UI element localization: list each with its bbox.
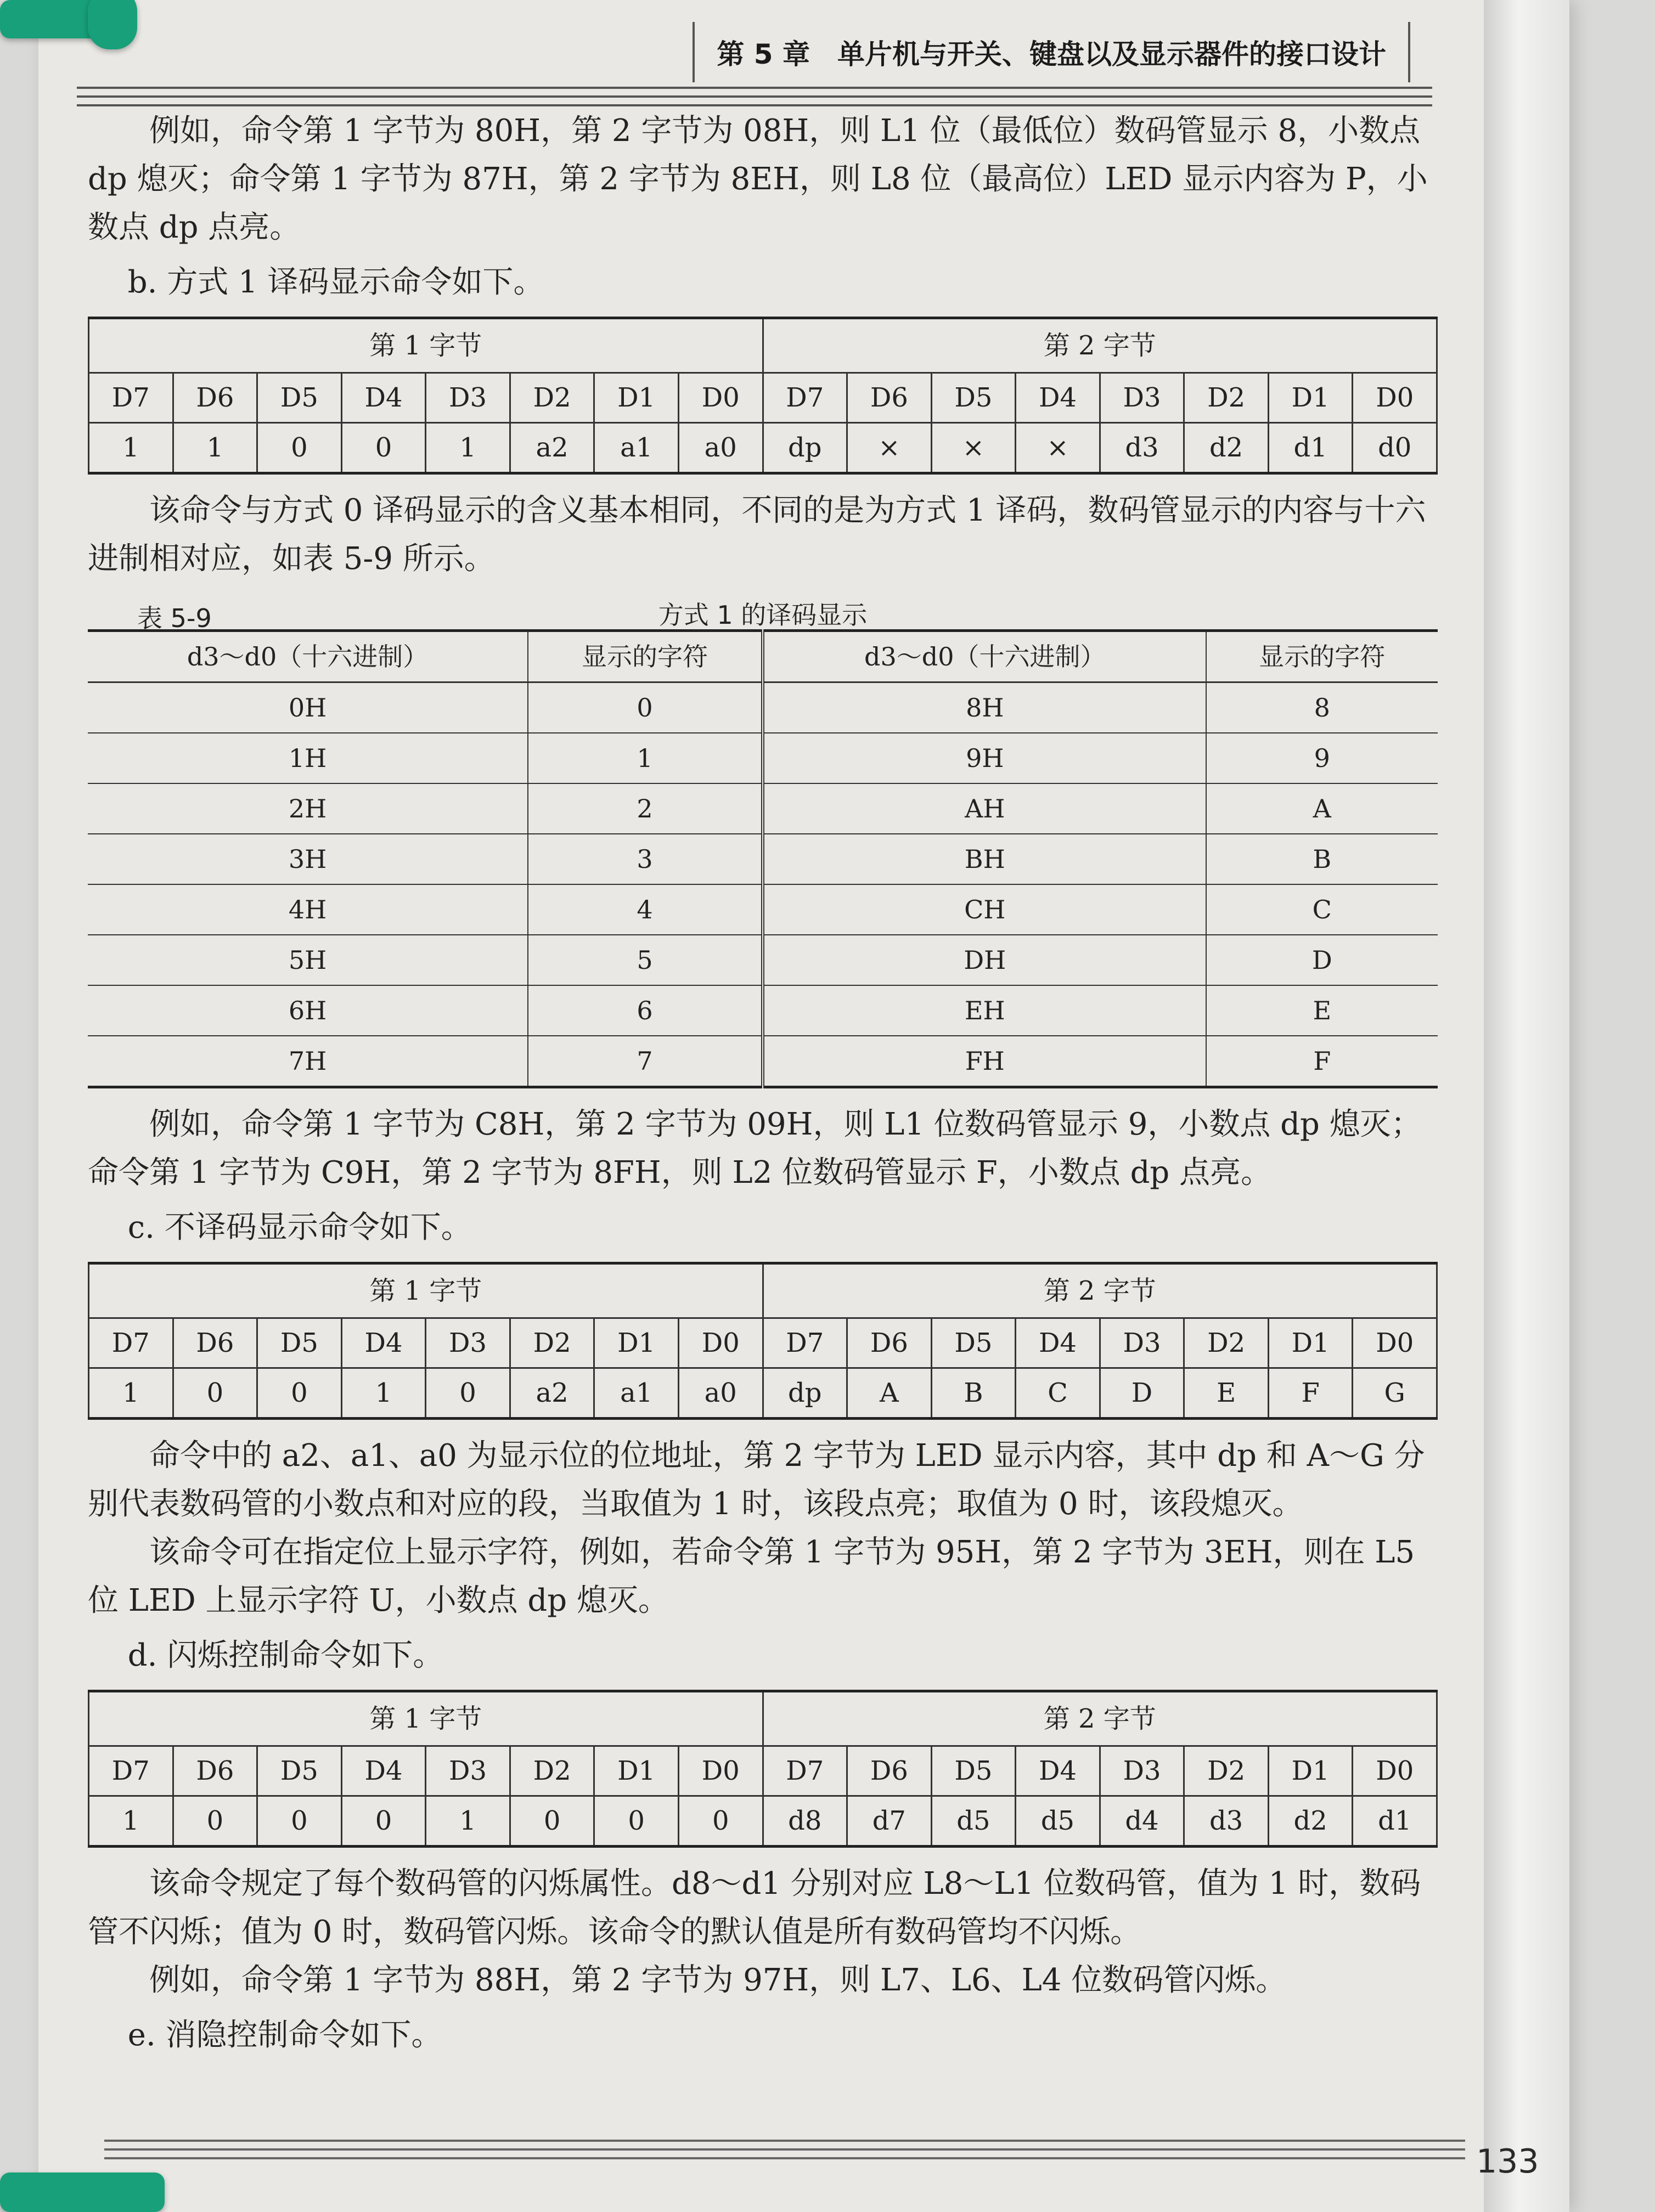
bit-name-cell: D5 — [257, 1318, 342, 1368]
bit-value-cell: 1 — [89, 1796, 173, 1847]
char-cell: 9 — [1206, 733, 1438, 783]
bit-name-cell: D0 — [678, 1746, 763, 1796]
hex-cell: 4H — [88, 884, 528, 935]
table-row — [88, 682, 1438, 733]
bit-name-cell: D2 — [510, 1318, 594, 1368]
header-rule-2 — [77, 95, 1432, 98]
char-cell: 2 — [528, 783, 763, 834]
bit-names-row — [89, 1318, 1437, 1368]
bit-name-cell: D1 — [594, 1318, 679, 1368]
bit-value-cell: d7 — [847, 1796, 932, 1847]
bit-name-cell: D0 — [678, 1318, 763, 1368]
bit-value-cell: a2 — [510, 1368, 594, 1419]
bit-values-row — [89, 423, 1437, 473]
byte1-header: 第 1 字节 — [89, 1691, 763, 1746]
bit-name-cell: D3 — [426, 373, 510, 423]
hex-cell: CH — [763, 884, 1206, 935]
bit-name-cell: D6 — [173, 1746, 257, 1796]
bit-value-cell: a1 — [594, 423, 679, 473]
bit-name-cell: D7 — [763, 373, 847, 423]
paragraph-example-3: 该命令可在指定位上显示字符，例如，若命令第 1 字节为 95H，第 2 字节为 3EH，则在 L5 位 LED 上显示字符 U，小数点 dp 熄灭。 — [88, 1534, 1415, 1618]
bit-value-cell: 0 — [257, 1368, 342, 1419]
bit-name-cell: D1 — [594, 373, 679, 423]
bit-name-cell: D4 — [1016, 373, 1100, 423]
bit-name-cell: D0 — [678, 373, 763, 423]
col-header-char-1: 显示的字符 — [528, 631, 763, 682]
bit-name-cell: D4 — [341, 1318, 426, 1368]
char-cell: 8 — [1206, 682, 1438, 733]
table-row — [88, 985, 1438, 1036]
book-page — [38, 0, 1569, 2212]
hex-cell: 3H — [88, 834, 528, 884]
byte2-header: 第 2 字节 — [763, 1263, 1437, 1318]
bit-name-cell: D7 — [763, 1318, 847, 1368]
hex-cell: AH — [763, 783, 1206, 834]
bit-name-cell: D2 — [510, 1746, 594, 1796]
bit-value-cell: 0 — [510, 1796, 594, 1847]
bit-name-cell: D7 — [89, 1746, 173, 1796]
item-e: e. 消隐控制命令如下。 — [127, 2017, 442, 2053]
paragraph-blink-desc: 该命令规定了每个数码管的闪烁属性。d8～d1 分别对应 L8～L1 位数码管，值为 1 时，数码管不闪烁；值为 0 时，数码管闪烁。该命令的默认值是所有数码管均不闪烁。 — [88, 1866, 1421, 1950]
bit-name-cell: D3 — [426, 1318, 510, 1368]
footer-rule-3 — [104, 2157, 1465, 2159]
bit-value-cell: 1 — [426, 1796, 510, 1847]
char-cell: 1 — [528, 733, 763, 783]
char-cell: 6 — [528, 985, 763, 1036]
char-cell: D — [1206, 935, 1438, 985]
bit-value-cell: d2 — [1268, 1796, 1353, 1847]
bit-value-cell: d2 — [1184, 423, 1269, 473]
bit-value-cell: dp — [763, 1368, 847, 1419]
byte2-header: 第 2 字节 — [763, 318, 1437, 373]
bit-name-cell: D5 — [931, 1746, 1016, 1796]
bit-name-cell: D2 — [1184, 1318, 1269, 1368]
bit-value-cell: 0 — [594, 1796, 679, 1847]
bit-name-cell: D6 — [173, 1318, 257, 1368]
table-row — [88, 733, 1438, 783]
bit-name-cell: D5 — [257, 1746, 342, 1796]
item-c: c. 不译码显示命令如下。 — [127, 1210, 472, 1245]
bit-name-cell: D5 — [931, 373, 1016, 423]
char-cell: A — [1206, 783, 1438, 834]
paragraph-nodecode-desc: 命令中的 a2、a1、a0 为显示位的位地址，第 2 字节为 LED 显示内容，其中 dp 和 A～G 分别代表数码管的小数点和对应的段，当取值为 1 时，该段点亮；取值为 0 时，该段熄灭。 — [88, 1438, 1425, 1522]
bit-value-cell: A — [847, 1368, 932, 1419]
bit-name-cell: D6 — [173, 373, 257, 423]
header-rule-1 — [77, 87, 1432, 89]
hex-cell: 5H — [88, 935, 528, 985]
bit-value-cell: d1 — [1353, 1796, 1437, 1847]
bit-value-cell: d8 — [763, 1796, 847, 1847]
table-5-9-caption — [88, 589, 1438, 633]
bit-value-cell: × — [847, 423, 932, 473]
bit-value-cell: a0 — [678, 1368, 763, 1419]
table-row — [88, 1036, 1438, 1087]
col-header-hex-1: d3～d0（十六进制） — [88, 631, 528, 682]
bit-name-cell: D0 — [1353, 1746, 1437, 1796]
bit-names-row — [89, 373, 1437, 423]
bit-name-cell: D6 — [847, 1746, 932, 1796]
bit-name-cell: D2 — [1184, 373, 1269, 423]
bit-name-cell: D3 — [1100, 1318, 1184, 1368]
bit-values-row — [89, 1368, 1437, 1419]
bit-value-cell: E — [1184, 1368, 1269, 1419]
hex-cell: DH — [763, 935, 1206, 985]
hex-cell: 8H — [763, 682, 1206, 733]
col-header-hex-2: d3～d0（十六进制） — [763, 631, 1206, 682]
bit-value-cell: × — [931, 423, 1016, 473]
hex-cell: BH — [763, 834, 1206, 884]
bit-value-cell: 0 — [341, 1796, 426, 1847]
bit-value-cell: d3 — [1100, 423, 1184, 473]
command-table-mode1 — [88, 317, 1438, 475]
byte2-header: 第 2 字节 — [763, 1691, 1437, 1746]
hex-cell: 9H — [763, 733, 1206, 783]
command-table-blink — [88, 1690, 1438, 1848]
bit-name-cell: D2 — [510, 373, 594, 423]
footer-rule-2 — [104, 2148, 1465, 2151]
binder-clip-top-knob — [88, 0, 137, 49]
col-header-char-2: 显示的字符 — [1206, 631, 1438, 682]
bit-value-cell: 1 — [89, 423, 173, 473]
bit-name-cell: D6 — [847, 373, 932, 423]
char-cell: 0 — [528, 682, 763, 733]
char-cell: 7 — [528, 1036, 763, 1087]
bit-name-cell: D4 — [1016, 1746, 1100, 1796]
page-number: 133 — [1476, 2142, 1539, 2181]
bit-value-cell: 1 — [173, 423, 257, 473]
hex-cell: 1H — [88, 733, 528, 783]
char-cell: E — [1206, 985, 1438, 1036]
bit-name-cell: D0 — [1353, 373, 1437, 423]
paragraph-mode1-desc: 该命令与方式 0 译码显示的含义基本相同，不同的是为方式 1 译码，数码管显示的内容与十六进制相对应，如表 5-9 所示。 — [88, 493, 1426, 577]
page-edge — [1484, 0, 1569, 2212]
char-cell: C — [1206, 884, 1438, 935]
bit-value-cell: B — [931, 1368, 1016, 1419]
running-header — [77, 22, 1432, 110]
bit-value-cell: 1 — [426, 423, 510, 473]
bit-value-cell: d0 — [1353, 423, 1437, 473]
bit-value-cell: d3 — [1184, 1796, 1269, 1847]
bit-name-cell: D3 — [426, 1746, 510, 1796]
bit-name-cell: D1 — [1268, 1746, 1353, 1796]
chapter-title: 第 5 章 单片机与开关、键盘以及显示器件的接口设计 — [693, 22, 1410, 82]
bit-name-cell: D1 — [1268, 373, 1353, 423]
bit-name-cell: D0 — [1353, 1318, 1437, 1368]
bit-value-cell: a1 — [594, 1368, 679, 1419]
char-cell: B — [1206, 834, 1438, 884]
table-title: 方式 1 的译码显示 — [658, 600, 868, 630]
hex-cell: 6H — [88, 985, 528, 1036]
bit-value-cell: d4 — [1100, 1796, 1184, 1847]
item-d: d. 闪烁控制命令如下。 — [127, 1638, 444, 1673]
table-row — [88, 783, 1438, 834]
bit-names-row — [89, 1746, 1437, 1796]
table-5-9 — [88, 629, 1438, 1088]
hex-cell: 0H — [88, 682, 528, 733]
bit-name-cell: D3 — [1100, 1746, 1184, 1796]
char-cell: 4 — [528, 884, 763, 935]
char-cell: F — [1206, 1036, 1438, 1087]
bit-name-cell: D1 — [1268, 1318, 1353, 1368]
bit-value-cell: 0 — [257, 1796, 342, 1847]
hex-cell: 7H — [88, 1036, 528, 1087]
bit-value-cell: 1 — [89, 1368, 173, 1419]
bit-name-cell: D5 — [257, 373, 342, 423]
bit-name-cell: D4 — [341, 373, 426, 423]
paragraph-example-2: 例如，命令第 1 字节为 C8H，第 2 字节为 09H，则 L1 位数码管显示 9，小数点 dp 熄灭；命令第 1 字节为 C9H，第 2 字节为 8FH，则 L2 位数码管显示 F，小数点 dp 点亮。 — [88, 1107, 1422, 1190]
bit-name-cell: D3 — [1100, 373, 1184, 423]
hex-cell: FH — [763, 1036, 1206, 1087]
item-b: b. 方式 1 译码显示命令如下。 — [127, 264, 544, 300]
char-cell: 3 — [528, 834, 763, 884]
bit-value-cell: 0 — [678, 1796, 763, 1847]
table-number: 表 5-9 — [137, 603, 212, 633]
bit-value-cell: 0 — [426, 1368, 510, 1419]
bit-value-cell: 1 — [341, 1368, 426, 1419]
page-body — [88, 107, 1438, 2059]
bit-value-cell: 0 — [341, 423, 426, 473]
bit-value-cell: d1 — [1268, 423, 1353, 473]
hex-cell: EH — [763, 985, 1206, 1036]
table-row — [88, 834, 1438, 884]
footer-rule-1 — [104, 2140, 1465, 2142]
bit-value-cell: d5 — [1016, 1796, 1100, 1847]
bit-value-cell: a0 — [678, 423, 763, 473]
bit-value-cell: 0 — [173, 1796, 257, 1847]
bit-name-cell: D7 — [89, 1318, 173, 1368]
bit-value-cell: d5 — [931, 1796, 1016, 1847]
bit-value-cell: G — [1353, 1368, 1437, 1419]
bit-value-cell: a2 — [510, 423, 594, 473]
bit-name-cell: D4 — [1016, 1318, 1100, 1368]
bit-value-cell: D — [1100, 1368, 1184, 1419]
paragraph-example-1: 例如，命令第 1 字节为 80H，第 2 字节为 08H，则 L1 位（最低位）数码管显示 8，小数点 dp 熄灭；命令第 1 字节为 87H，第 2 字节为 8EH，则 L8 位（最高位）LED 显示内容为 P，小数点 dp 点亮。 — [88, 113, 1428, 245]
char-cell: 5 — [528, 935, 763, 985]
bit-value-cell: 0 — [257, 423, 342, 473]
bit-value-cell: × — [1016, 423, 1100, 473]
table-row — [88, 935, 1438, 985]
command-table-nodecode — [88, 1262, 1438, 1420]
bit-name-cell: D7 — [89, 373, 173, 423]
binder-clip-bottom — [0, 2172, 165, 2212]
bit-value-cell: 0 — [173, 1368, 257, 1419]
bit-name-cell: D4 — [341, 1746, 426, 1796]
bit-name-cell: D1 — [594, 1746, 679, 1796]
bit-name-cell: D7 — [763, 1746, 847, 1796]
bit-name-cell: D2 — [1184, 1746, 1269, 1796]
bit-name-cell: D5 — [931, 1318, 1016, 1368]
hex-cell: 2H — [88, 783, 528, 834]
table-row — [88, 884, 1438, 935]
bit-name-cell: D6 — [847, 1318, 932, 1368]
paragraph-example-4: 例如，命令第 1 字节为 88H，第 2 字节为 97H，则 L7、L6、L4 位数码管闪烁。 — [149, 1962, 1287, 1998]
bit-value-cell: dp — [763, 423, 847, 473]
bit-values-row — [89, 1796, 1437, 1847]
bit-value-cell: F — [1268, 1368, 1353, 1419]
byte1-header: 第 1 字节 — [89, 318, 763, 373]
header-rule-3 — [77, 104, 1432, 106]
bit-value-cell: C — [1016, 1368, 1100, 1419]
byte1-header: 第 1 字节 — [89, 1263, 763, 1318]
